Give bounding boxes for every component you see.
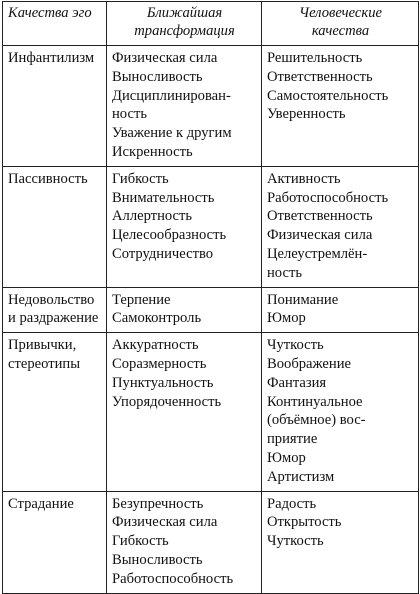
cell-line: Упорядоченность	[112, 393, 222, 410]
cell-line: Радость	[267, 495, 317, 512]
cell-line: Привычки,	[8, 337, 77, 354]
cell-line: стереотипы	[8, 355, 81, 372]
cell-line: Фантазия	[267, 374, 327, 391]
transformation-cell	[107, 491, 262, 593]
human-quality-cell	[262, 46, 419, 167]
cell-line: Искренность	[112, 143, 193, 160]
cell-line: Физическая сила	[112, 50, 218, 66]
cell-line: Внимательность	[112, 189, 215, 206]
cell-line: Активность	[267, 170, 341, 187]
cell-line: Самостоятельность	[267, 87, 389, 104]
cell-line: и раздражение	[8, 310, 99, 327]
qualities-table	[2, 1, 419, 594]
cell-line: Чуткость	[267, 533, 324, 550]
cell-line: Ответственность	[267, 208, 373, 225]
cell-line: Самоконтроль	[112, 310, 202, 327]
ego-quality-cell	[3, 166, 107, 287]
cell-line: Дисциплинирован-	[112, 87, 231, 104]
cell-line: Ответственность	[267, 68, 373, 85]
transformation-cell	[107, 287, 262, 333]
cell-line: Воображение	[267, 355, 351, 372]
header-line: Качества эго	[8, 5, 92, 21]
human-quality-cell	[262, 333, 419, 491]
header-line: трансформация	[134, 23, 235, 39]
cell-line: Гибкость	[112, 170, 169, 187]
header-line: Ближайшая	[146, 5, 223, 21]
header-line: Человеческие	[299, 5, 382, 21]
ego-quality-cell	[3, 46, 107, 167]
cell-line: Инфантилизм	[8, 50, 95, 66]
human-quality-cell	[262, 166, 419, 287]
cell-line: Выносливость	[112, 551, 203, 568]
cell-line: Пунктуальность	[112, 374, 214, 391]
cell-line: Уважение к другим	[112, 125, 232, 142]
table-row	[3, 491, 419, 593]
cell-line: Чуткость	[267, 337, 324, 354]
cell-line: Целесообразность	[112, 227, 227, 244]
cell-line: Юмор	[267, 310, 306, 327]
cell-line: Безупречность	[112, 495, 204, 512]
cell-line: Юмор	[267, 449, 306, 466]
cell-line: Аккуратность	[112, 337, 199, 354]
cell-line: Открытость	[267, 514, 342, 531]
cell-line: Выносливость	[112, 68, 203, 85]
transformation-cell	[107, 333, 262, 491]
cell-line: Сотрудничество	[112, 245, 214, 262]
cell-line: Уверенность	[267, 106, 346, 123]
header-line: качества	[311, 23, 370, 39]
cell-line: Аллертность	[112, 208, 193, 225]
transformation-cell	[107, 166, 262, 287]
cell-line: Работоспособность	[267, 189, 389, 206]
cell-line: Физическая сила	[267, 227, 373, 244]
cell-line: Артистизм	[267, 468, 335, 485]
transformation-cell	[107, 46, 262, 167]
table-row	[3, 166, 419, 287]
ego-quality-cell	[3, 287, 107, 333]
cell-line: Работоспособность	[112, 570, 234, 587]
header-row	[3, 2, 419, 46]
cell-line: Недовольство	[8, 291, 95, 308]
ego-quality-cell	[3, 333, 107, 491]
cell-line: Физическая сила	[112, 514, 218, 531]
cell-line: ность	[267, 264, 302, 281]
header-nearest-transformation	[107, 2, 262, 46]
cell-line: Гибкость	[112, 533, 169, 550]
cell-line: Соразмерность	[112, 355, 207, 372]
human-quality-cell	[262, 491, 419, 593]
human-quality-cell	[262, 287, 419, 333]
cell-line: приятие	[267, 431, 318, 448]
cell-line: Понимание	[267, 291, 339, 308]
table-row	[3, 287, 419, 333]
cell-line: Целеустремлён-	[267, 245, 368, 262]
table-row	[3, 46, 419, 167]
cell-line: Страдание	[8, 495, 74, 512]
cell-line: Пассивность	[8, 170, 88, 187]
cell-line: Решительность	[267, 50, 363, 66]
cell-line: ность	[112, 106, 147, 123]
header-ego-qualities	[3, 2, 107, 46]
cell-line: Терпение	[112, 291, 171, 308]
ego-quality-cell	[3, 491, 107, 593]
table-row	[3, 333, 419, 491]
cell-line: (объёмное) вос-	[267, 412, 366, 429]
header-human-qualities	[262, 2, 419, 46]
cell-line: Континуальное	[267, 393, 363, 410]
